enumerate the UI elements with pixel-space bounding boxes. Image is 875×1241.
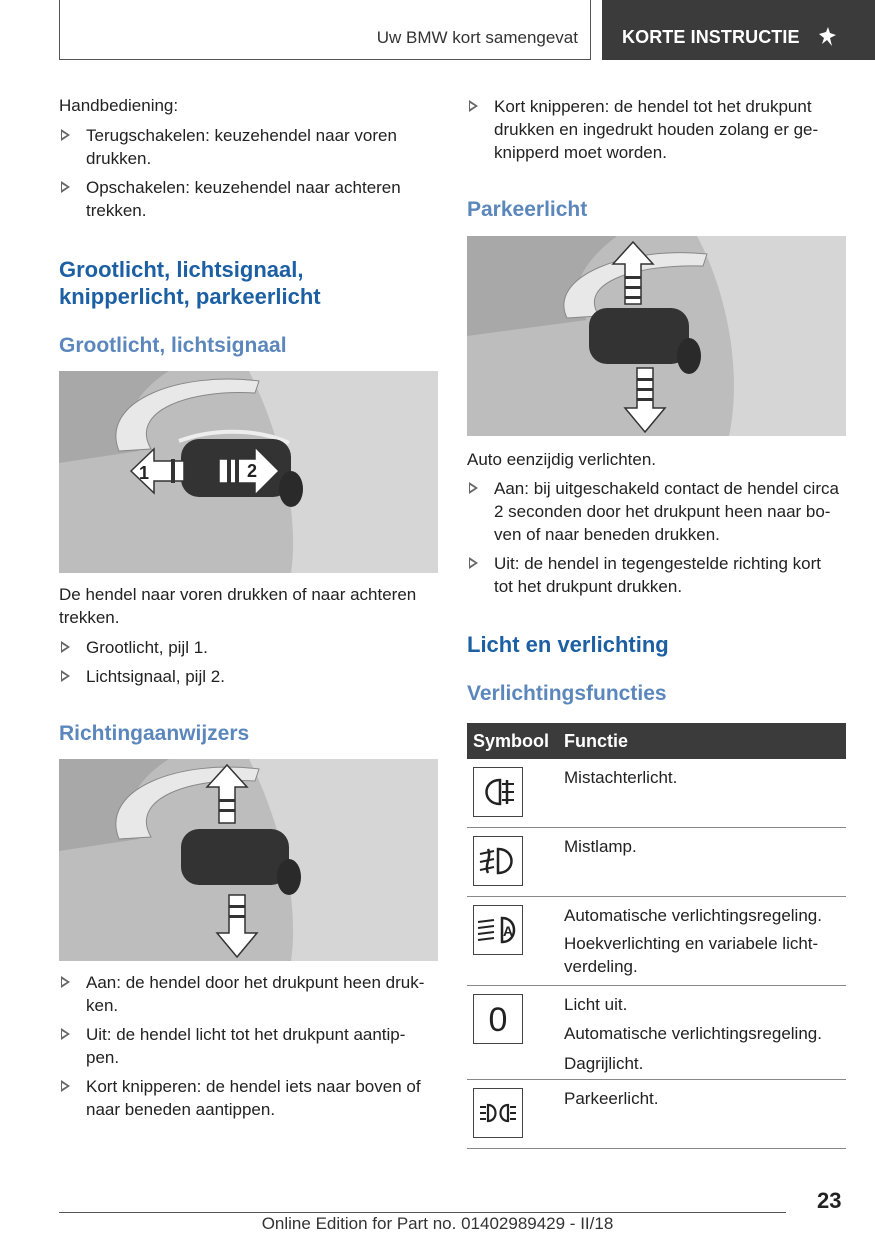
bullet-arrow-icon bbox=[61, 976, 70, 988]
lighting-functions-table bbox=[467, 723, 846, 1149]
table-row bbox=[467, 828, 846, 897]
list-item: Lichtsignaal, pijl 2. bbox=[59, 665, 419, 688]
list-item: Uit: de hendel in tegengestelde richting kort tot het drukpunt drukken. bbox=[467, 552, 837, 598]
list-item: Aan: de hendel door het drukpunt heen druk-ken. bbox=[59, 971, 439, 1017]
function-text: Licht uit. bbox=[564, 995, 628, 1014]
lever-highbeam-drawing bbox=[59, 371, 438, 573]
subheading-parkeerlicht: Parkeerlicht bbox=[467, 198, 588, 221]
list-item: Uit: de hendel licht tot het drukpunt aantip-pen. bbox=[59, 1023, 429, 1069]
subheading-richtingaanwijzers: Richtingaanwijzers bbox=[59, 722, 250, 745]
bullet-arrow-icon bbox=[61, 1080, 70, 1092]
list-item: Kort knipperen: de hendel tot het drukpunt drukken en ingedrukt houden zolang er ge-knipperd moet worden. bbox=[467, 95, 837, 164]
column-header-function: Functie bbox=[564, 731, 629, 751]
header-subtitle-box bbox=[59, 0, 591, 60]
table-row bbox=[467, 897, 846, 986]
column-header-symbol: Symbool bbox=[473, 731, 550, 751]
rear-fog-light-icon bbox=[473, 767, 523, 817]
list-item: Opschakelen: keuzehendel naar achteren trekken. bbox=[59, 176, 419, 222]
light-off-zero-icon: 0 bbox=[473, 994, 523, 1044]
auto-headlight-icon bbox=[473, 905, 523, 955]
lever-parking-drawing bbox=[467, 236, 846, 436]
bullet-arrow-icon bbox=[61, 1028, 70, 1040]
list-item: Aan: bij uitgeschakeld contact de hendel circa 2 seconden door het drukpunt heen naar bo-ven of naar beneden drukken. bbox=[467, 477, 847, 546]
list-item: Terugschakelen: keuzehendel naar voren drukken. bbox=[59, 124, 419, 170]
grootlicht-description: De hendel naar voren drukken of naar achteren trekken. bbox=[59, 585, 417, 627]
subheading-grootlicht: Grootlicht, lichtsignaal bbox=[59, 334, 287, 357]
parking-light-icon bbox=[473, 1088, 523, 1138]
section-heading-lights: Grootlicht, lichtsignaal, knipperlicht, parkeerlicht bbox=[59, 257, 321, 309]
header-section-label: KORTE INSTRUCTIE bbox=[622, 27, 800, 47]
list-item: Kort knipperen: de hendel iets naar boven of naar beneden aantippen. bbox=[59, 1075, 439, 1121]
parkeerlicht-description: Auto eenzijdig verlichten. bbox=[467, 450, 657, 469]
section-heading-licht: Licht en verlichting bbox=[467, 632, 669, 657]
function-text: Mistlamp. bbox=[564, 837, 637, 856]
footer-divider bbox=[59, 1212, 786, 1213]
function-text: Automatische verlichtingsregeling. bbox=[564, 906, 822, 925]
function-text: Dagrijlicht. bbox=[564, 1054, 644, 1073]
table-row bbox=[467, 986, 846, 1080]
function-text: Automatische verlichtingsregeling. bbox=[564, 1024, 822, 1043]
table-row bbox=[467, 759, 846, 828]
function-text: Parkeerlicht. bbox=[564, 1089, 659, 1108]
manual-intro: Handbediening: bbox=[59, 96, 179, 115]
list-item: Grootlicht, pijl 1. bbox=[59, 636, 419, 659]
lever-parking-illustration bbox=[467, 236, 846, 436]
lever-indicator-drawing bbox=[59, 759, 438, 961]
bullet-arrow-icon bbox=[61, 670, 70, 682]
subheading-verlichtingsfuncties: Verlichtingsfuncties bbox=[467, 682, 667, 705]
lever-indicator-illustration bbox=[59, 759, 438, 961]
page-number: 23 bbox=[817, 1188, 842, 1213]
arrow-label-2: 2 bbox=[247, 461, 258, 481]
bullet-arrow-icon bbox=[61, 181, 70, 193]
front-fog-light-icon bbox=[473, 836, 523, 886]
quick-reference-icon bbox=[816, 26, 838, 48]
function-text: Mistachterlicht. bbox=[564, 768, 678, 787]
bullet-arrow-icon bbox=[61, 129, 70, 141]
bullet-arrow-icon bbox=[469, 100, 478, 112]
table-header bbox=[467, 723, 846, 759]
bullet-arrow-icon bbox=[469, 482, 478, 494]
bullet-arrow-icon bbox=[61, 641, 70, 653]
header-section-tab bbox=[602, 0, 875, 60]
footer-edition: Online Edition for Part no. 01402989429 - II/18 bbox=[261, 1214, 614, 1233]
svg-text:A: A bbox=[503, 923, 514, 939]
lever-highbeam-illustration bbox=[59, 371, 438, 573]
function-text: Hoekverlichting en variabele licht-verdeling. bbox=[564, 934, 819, 976]
bullet-arrow-icon bbox=[469, 557, 478, 569]
table-row bbox=[467, 1080, 846, 1149]
header-subtitle: Uw BMW kort samengevat bbox=[376, 28, 578, 47]
arrow-label-1: 1 bbox=[139, 463, 150, 483]
